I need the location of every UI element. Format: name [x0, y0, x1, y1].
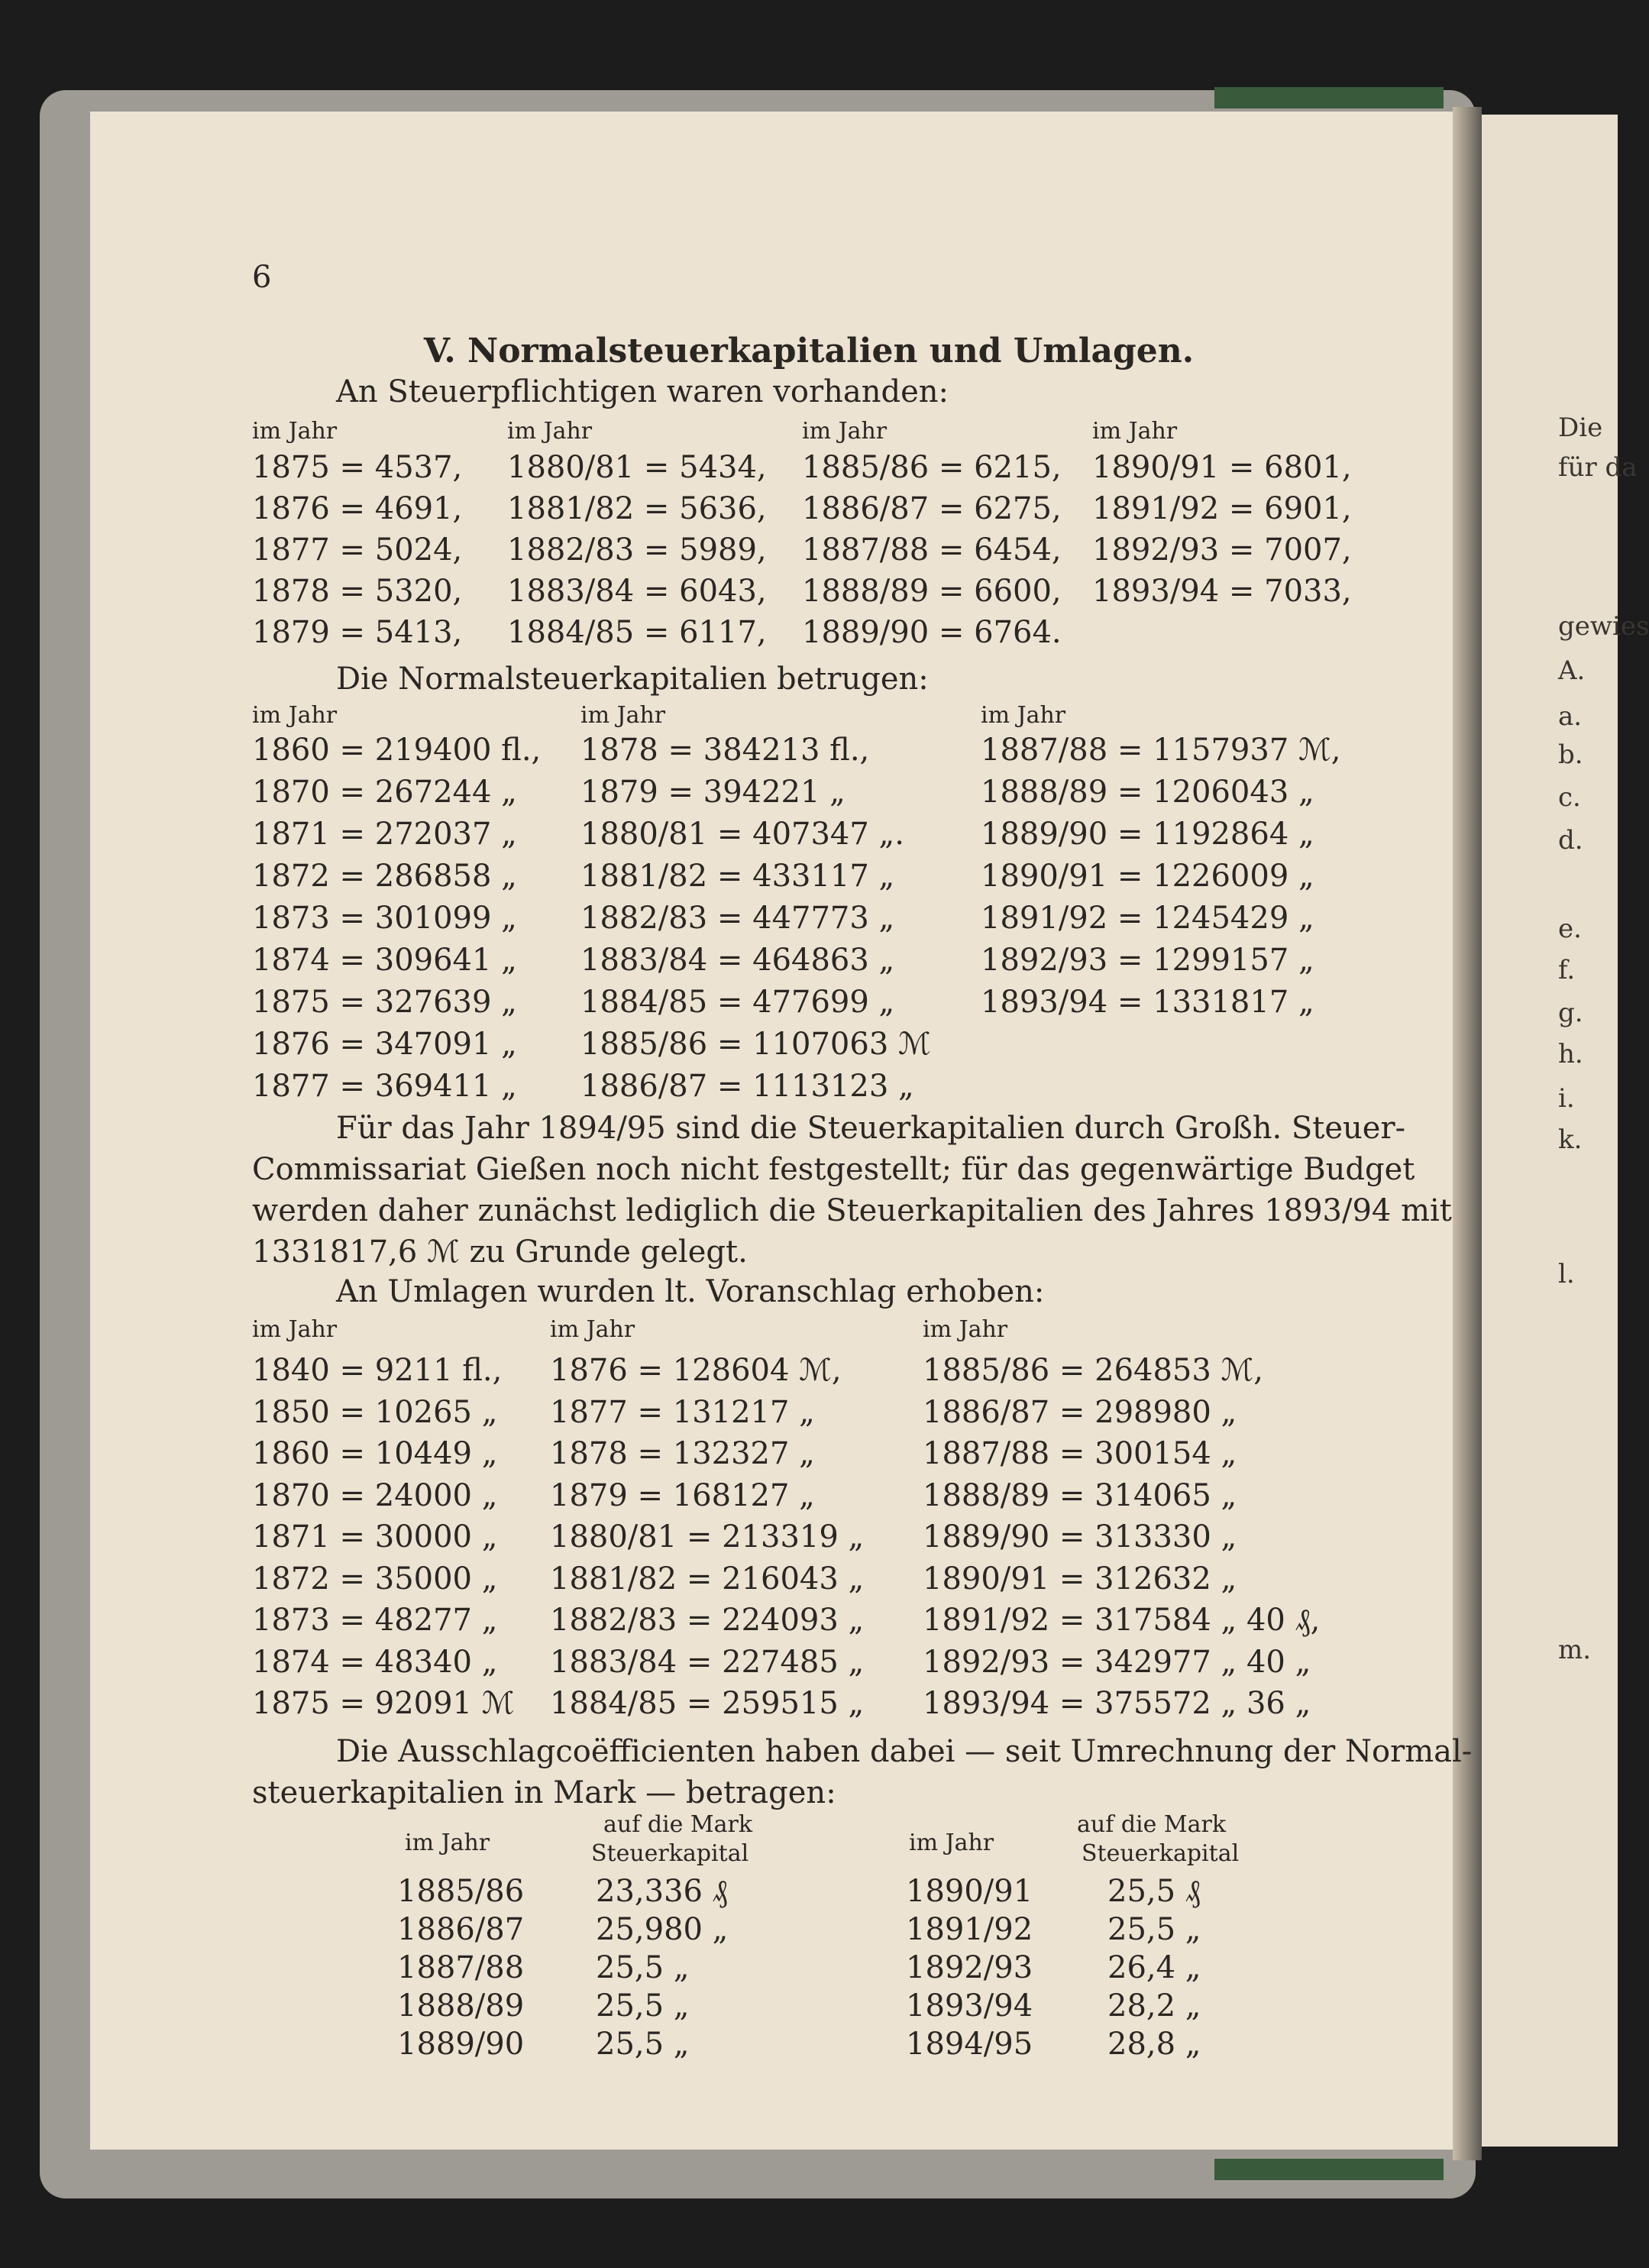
taxpayers-entry: 1877 = 5024, — [252, 532, 463, 568]
coeff-intro-line1: Die Ausschlagcoëfficienten haben dabei — seit Umrechnung der Normal- — [336, 1734, 1473, 1769]
levies-entry: 1850 = 10265 „ — [252, 1394, 498, 1430]
levies-entry: 1891/92 = 317584 „ 40 ₰, — [923, 1603, 1321, 1638]
capital-entry: 1887/88 = 1157937 ℳ, — [981, 733, 1341, 768]
levies-intro: An Umlagen wurden lt. Voranschlag erhoben: — [336, 1274, 1045, 1309]
levies-entry: 1872 = 35000 „ — [252, 1561, 498, 1597]
taxpayers-col-header: im Jahr — [252, 418, 338, 445]
levies-entry: 1876 = 128604 ℳ, — [550, 1353, 842, 1388]
capital-entry: 1874 = 309641 „ — [252, 943, 517, 978]
levies-entry: 1879 = 168127 „ — [550, 1477, 815, 1513]
taxpayers-col-header: im Jahr — [802, 418, 888, 445]
coeff-value: 25,5 „ — [596, 2027, 690, 2062]
coeff-value: 26,4 „ — [1107, 1950, 1201, 1985]
capital-entry: 1879 = 394221 „ — [580, 775, 846, 810]
taxpayers-entry: 1883/84 = 6043, — [507, 574, 767, 609]
capital-entry: 1871 = 272037 „ — [252, 817, 517, 852]
taxpayers-entry: 1881/82 = 5636, — [507, 491, 767, 526]
coeff-value: 28,2 „ — [1107, 1988, 1201, 2024]
capital-entry: 1880/81 = 407347 „. — [580, 817, 904, 852]
coeff-value: 28,8 „ — [1107, 2027, 1201, 2062]
taxpayers-intro: An Steuerpflichtigen waren vorhanden: — [336, 374, 949, 409]
levies-entry: 1885/86 = 264853 ℳ, — [923, 1353, 1264, 1388]
capital-col-header: im Jahr — [580, 702, 666, 729]
taxpayers-entry: 1886/87 = 6275, — [802, 491, 1062, 526]
capital-entry: 1893/94 = 1331817 „ — [981, 985, 1314, 1020]
capital-entry: 1882/83 = 447773 „ — [580, 901, 895, 936]
facing-page-fragment: Die — [1558, 413, 1603, 443]
levies-entry: 1880/81 = 213319 „ — [550, 1519, 865, 1555]
capital-entry: 1888/89 = 1206043 „ — [981, 775, 1314, 810]
taxpayers-entry: 1893/94 = 7033, — [1092, 574, 1352, 609]
capital-entry: 1886/87 = 1113123 „ — [580, 1069, 914, 1104]
facing-page-fragment: l. — [1558, 1259, 1575, 1289]
coeff-year: 1889/90 — [397, 2027, 525, 2062]
facing-page-fragment: c. — [1558, 782, 1581, 813]
capital-entry: 1892/93 = 1299157 „ — [981, 943, 1314, 978]
capital-entry: 1878 = 384213 fl., — [580, 733, 870, 768]
capital-entry: 1885/86 = 1107063 ℳ — [580, 1027, 931, 1062]
levies-entry: 1874 = 48340 „ — [252, 1644, 498, 1680]
taxpayers-entry: 1880/81 = 5434, — [507, 450, 767, 485]
facing-page-fragment: A. — [1558, 655, 1586, 686]
capital-entry: 1876 = 347091 „ — [252, 1027, 517, 1062]
levies-entry: 1882/83 = 224093 „ — [550, 1603, 865, 1638]
taxpayers-col-header: im Jahr — [1092, 418, 1178, 445]
levies-col-header: im Jahr — [252, 1316, 338, 1343]
levies-entry: 1875 = 92091 ℳ — [252, 1686, 515, 1721]
coeff-value: 25,980 „ — [596, 1912, 729, 1947]
levies-entry: 1890/91 = 312632 „ — [923, 1561, 1237, 1597]
capital-entry: 1872 = 286858 „ — [252, 859, 517, 894]
coeff-year: 1894/95 — [906, 2027, 1033, 2062]
taxpayers-entry: 1882/83 = 5989, — [507, 532, 767, 568]
facing-page-fragment: g. — [1558, 998, 1583, 1028]
taxpayers-entry: 1892/93 = 7007, — [1092, 532, 1352, 568]
levies-entry: 1883/84 = 227485 „ — [550, 1644, 865, 1680]
taxpayers-entry: 1876 = 4691, — [252, 491, 463, 526]
levies-entry: 1877 = 131217 „ — [550, 1394, 815, 1430]
budget-line: 1331817,6 ℳ zu Grunde gelegt. — [252, 1234, 748, 1270]
cover-binding-bottom — [1214, 2159, 1444, 2180]
levies-entry: 1889/90 = 313330 „ — [923, 1519, 1237, 1555]
coeff-year: 1888/89 — [397, 1988, 525, 2024]
taxpayers-entry: 1884/85 = 6117, — [507, 615, 767, 650]
coeff-year: 1891/92 — [906, 1912, 1033, 1947]
coeff-year: 1890/91 — [906, 1874, 1033, 1909]
coeff-year: 1892/93 — [906, 1950, 1033, 1985]
taxpayers-entry: 1890/91 = 6801, — [1092, 450, 1352, 485]
coeff-year: 1886/87 — [397, 1912, 525, 1947]
capital-entry: 1884/85 = 477699 „ — [580, 985, 895, 1020]
facing-page-fragment: h. — [1558, 1039, 1583, 1069]
facing-page-fragment: für da — [1558, 452, 1638, 483]
levies-entry: 1887/88 = 300154 „ — [923, 1436, 1237, 1471]
facing-page-fragment: d. — [1558, 825, 1583, 856]
coeff-col-value2-right: Steuerkapital — [1082, 1840, 1240, 1867]
cover-binding-top — [1214, 87, 1444, 108]
levies-entry: 1873 = 48277 „ — [252, 1603, 498, 1638]
taxpayers-entry: 1878 = 5320, — [252, 574, 463, 609]
capital-entry: 1875 = 327639 „ — [252, 985, 517, 1020]
section-title: V. Normalsteuerkapitalien und Umlagen. — [423, 332, 1195, 370]
levies-entry: 1888/89 = 314065 „ — [923, 1477, 1237, 1513]
coeff-value: 25,5 „ — [596, 1988, 690, 2024]
facing-page-fragment: f. — [1558, 955, 1576, 985]
page-number: 6 — [252, 260, 272, 295]
taxpayers-entry: 1888/89 = 6600, — [802, 574, 1062, 609]
levies-entry: 1893/94 = 375572 „ 36 „ — [923, 1686, 1311, 1721]
capital-col-header: im Jahr — [252, 702, 338, 729]
capital-entry: 1891/92 = 1245429 „ — [981, 901, 1314, 936]
taxpayers-entry: 1887/88 = 6454, — [802, 532, 1062, 568]
facing-page-fragment: e. — [1558, 914, 1582, 944]
book-gutter — [1453, 107, 1482, 2160]
budget-line: werden daher zunächst lediglich die Steuerkapitalien des Jahres 1893/94 mit — [252, 1193, 1452, 1228]
facing-page-fragment: b. — [1558, 739, 1583, 770]
capital-entry: 1881/82 = 433117 „ — [580, 859, 895, 894]
capital-entry: 1870 = 267244 „ — [252, 775, 517, 810]
levies-entry: 1881/82 = 216043 „ — [550, 1561, 865, 1597]
facing-page-fragment: gewies — [1558, 611, 1649, 642]
coeff-col-value2-left: Steuerkapital — [591, 1840, 749, 1867]
coeff-col-year-right: im Jahr — [909, 1830, 994, 1856]
levies-col-header: im Jahr — [550, 1316, 635, 1343]
facing-page-fragment: a. — [1558, 701, 1583, 732]
levies-entry: 1886/87 = 298980 „ — [923, 1394, 1237, 1430]
levies-col-header: im Jahr — [923, 1316, 1008, 1343]
levies-entry: 1871 = 30000 „ — [252, 1519, 498, 1555]
coeff-year: 1893/94 — [906, 1988, 1033, 2024]
taxpayers-entry: 1889/90 = 6764. — [802, 615, 1062, 650]
facing-page-fragment: i. — [1558, 1083, 1575, 1114]
taxpayers-entry: 1885/86 = 6215, — [802, 450, 1062, 485]
capital-entry: 1889/90 = 1192864 „ — [981, 817, 1314, 852]
levies-entry: 1860 = 10449 „ — [252, 1436, 498, 1471]
facing-page-fragment: m. — [1558, 1635, 1592, 1665]
capital-col-header: im Jahr — [981, 702, 1066, 729]
levies-entry: 1870 = 24000 „ — [252, 1477, 498, 1513]
coeff-col-value1-left: auf die Mark — [603, 1811, 753, 1838]
capital-entry: 1883/84 = 464863 „ — [580, 943, 895, 978]
levies-entry: 1884/85 = 259515 „ — [550, 1686, 865, 1721]
coeff-year: 1885/86 — [397, 1874, 525, 1909]
budget-line: Commissariat Gießen noch nicht festgestellt; für das gegenwärtige Budget — [252, 1152, 1415, 1187]
facing-page-fragment: k. — [1558, 1124, 1583, 1155]
coeff-col-year-left: im Jahr — [405, 1830, 490, 1856]
coeff-year: 1887/88 — [397, 1950, 525, 1985]
coeff-value: 25,5 ₰ — [1107, 1874, 1201, 1909]
coeff-value: 25,5 „ — [596, 1950, 690, 1985]
coeff-value: 23,336 ₰ — [596, 1874, 728, 1909]
taxpayers-entry: 1879 = 5413, — [252, 615, 463, 650]
capital-entry: 1873 = 301099 „ — [252, 901, 517, 936]
levies-entry: 1878 = 132327 „ — [550, 1436, 815, 1471]
coeff-col-value1-right: auf die Mark — [1077, 1811, 1227, 1838]
levies-entry: 1840 = 9211 fl., — [252, 1353, 503, 1388]
capital-intro: Die Normalsteuerkapitalien betrugen: — [336, 662, 929, 697]
capital-entry: 1860 = 219400 fl., — [252, 733, 542, 768]
coeff-value: 25,5 „ — [1107, 1912, 1201, 1947]
capital-entry: 1877 = 369411 „ — [252, 1069, 517, 1104]
coeff-intro-line2: steuerkapitalien in Mark — betragen: — [252, 1775, 836, 1810]
levies-entry: 1892/93 = 342977 „ 40 „ — [923, 1644, 1311, 1680]
capital-entry: 1890/91 = 1226009 „ — [981, 859, 1314, 894]
taxpayers-col-header: im Jahr — [507, 418, 593, 445]
budget-line: Für das Jahr 1894/95 sind die Steuerkapitalien durch Großh. Steuer- — [336, 1111, 1406, 1146]
taxpayers-entry: 1891/92 = 6901, — [1092, 491, 1352, 526]
taxpayers-entry: 1875 = 4537, — [252, 450, 463, 485]
